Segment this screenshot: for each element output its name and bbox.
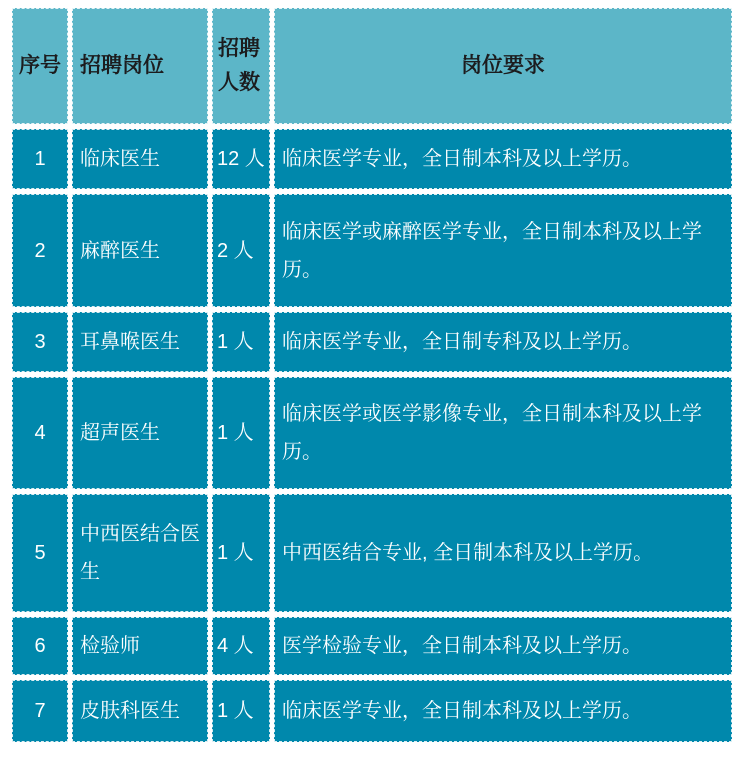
cell-position: 耳鼻喉医生 bbox=[72, 312, 208, 372]
cell-count: 1 人 bbox=[212, 680, 270, 742]
table-row bbox=[12, 494, 732, 612]
table-row bbox=[12, 312, 732, 372]
header-count: 招聘人数 bbox=[212, 8, 270, 124]
cell-count: 12 人 bbox=[212, 129, 270, 189]
cell-no: 4 bbox=[12, 377, 68, 489]
table-row bbox=[12, 377, 732, 489]
cell-requirement: 中西医结合专业, 全日制本科及以上学历。 bbox=[274, 494, 732, 612]
table-row bbox=[12, 129, 732, 189]
table-row bbox=[12, 680, 732, 742]
cell-no: 1 bbox=[12, 129, 68, 189]
cell-position: 超声医生 bbox=[72, 377, 208, 489]
cell-count: 1 人 bbox=[212, 312, 270, 372]
cell-position: 麻醉医生 bbox=[72, 194, 208, 307]
cell-position: 检验师 bbox=[72, 617, 208, 675]
cell-count: 1 人 bbox=[212, 377, 270, 489]
table-header bbox=[12, 8, 732, 124]
cell-no: 2 bbox=[12, 194, 68, 307]
cell-no: 6 bbox=[12, 617, 68, 675]
recruitment-table bbox=[8, 3, 736, 747]
cell-position: 临床医生 bbox=[72, 129, 208, 189]
cell-count: 1 人 bbox=[212, 494, 270, 612]
cell-no: 5 bbox=[12, 494, 68, 612]
header-no: 序号 bbox=[12, 8, 68, 124]
header-row bbox=[12, 8, 732, 124]
cell-no: 7 bbox=[12, 680, 68, 742]
cell-requirement: 临床医学专业，全日制本科及以上学历。 bbox=[274, 680, 732, 742]
cell-count: 2 人 bbox=[212, 194, 270, 307]
table-body bbox=[12, 129, 732, 742]
cell-position: 中西医结合医生 bbox=[72, 494, 208, 612]
cell-no: 3 bbox=[12, 312, 68, 372]
cell-requirement: 医学检验专业，全日制本科及以上学历。 bbox=[274, 617, 732, 675]
header-requirement: 岗位要求 bbox=[274, 8, 732, 124]
cell-requirement: 临床医学或医学影像专业，全日制本科及以上学历。 bbox=[274, 377, 732, 489]
table-row bbox=[12, 617, 732, 675]
cell-requirement: 临床医学专业，全日制专科及以上学历。 bbox=[274, 312, 732, 372]
cell-requirement: 临床医学专业，全日制本科及以上学历。 bbox=[274, 129, 732, 189]
table-row bbox=[12, 194, 732, 307]
cell-requirement: 临床医学或麻醉医学专业，全日制本科及以上学历。 bbox=[274, 194, 732, 307]
cell-position: 皮肤科医生 bbox=[72, 680, 208, 742]
cell-count: 4 人 bbox=[212, 617, 270, 675]
header-position: 招聘岗位 bbox=[72, 8, 208, 124]
